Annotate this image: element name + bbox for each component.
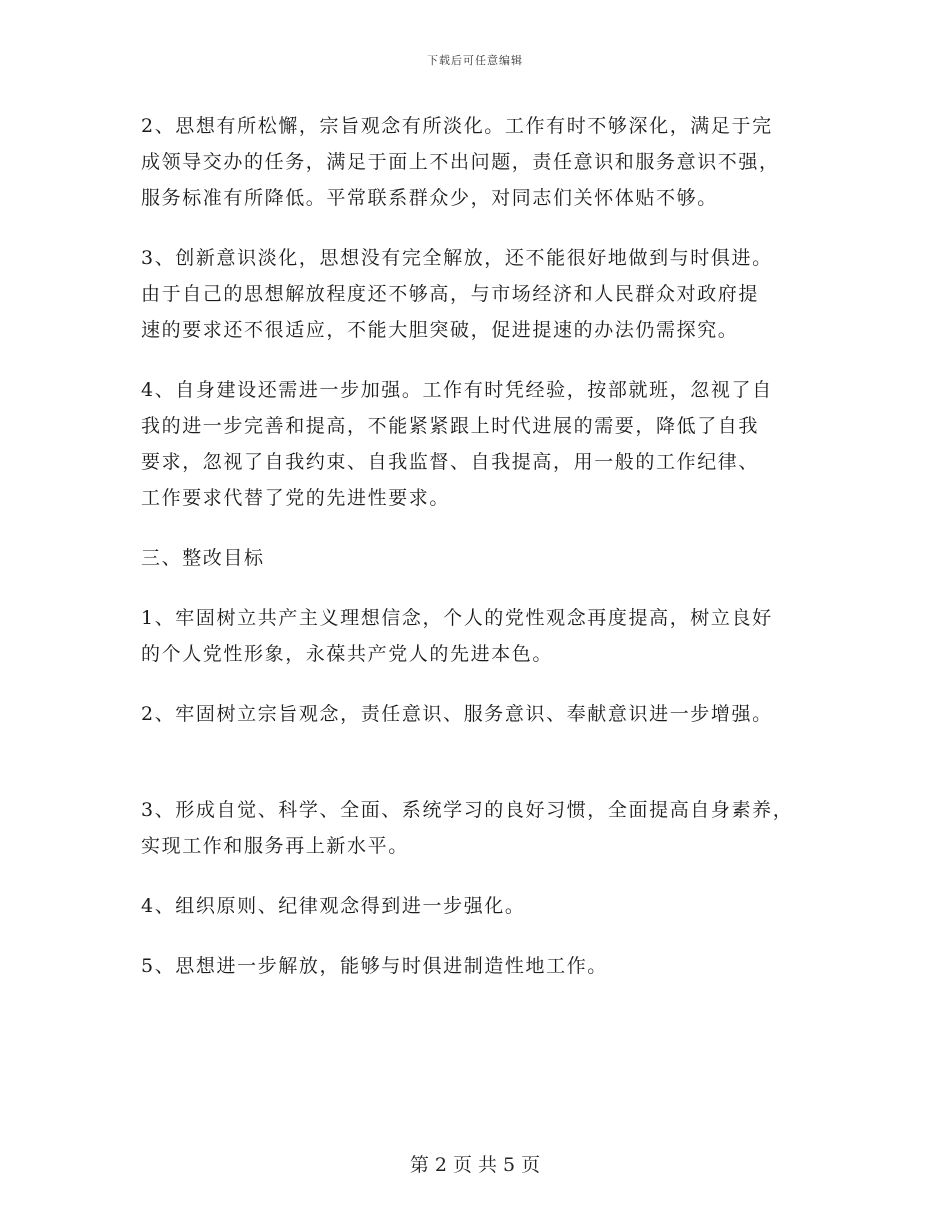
text-line: 1、牢固树立共产主义理想信念，个人的党性观念再度提高，树立良好 (141, 607, 773, 629)
goal-item-2 (141, 696, 821, 732)
page-header: 下载后可任意编辑 (427, 54, 523, 67)
goal-item-1 (141, 600, 821, 672)
text-line: 服务标准有所降低。平常联系群众少，对同志们关怀体贴不够。 (141, 187, 718, 209)
paragraph-item-3-innovation (141, 240, 821, 348)
section-heading-rectification-goals (141, 540, 821, 576)
paragraph-item-2-ideology (141, 108, 821, 216)
current-page-number: 2 (434, 1154, 447, 1176)
text-line: 3、创新意识淡化，思想没有完全解放，还不能很好地做到与时俱进。 (141, 247, 773, 269)
goal-item-4 (141, 888, 821, 924)
text-line: 4、组织原则、纪律观念得到进一步强化。 (141, 895, 526, 917)
text-line: 我的进一步完善和提高，不能紧紧跟上时代进展的需要，降低了自我 (141, 415, 760, 437)
text-line: 4、自身建设还需进一步加强。工作有时凭经验，按部就班，忽视了自 (141, 379, 773, 401)
footer-prefix: 第 (409, 1154, 429, 1176)
text-line: 由于自己的思想解放程度还不够高，与市场经济和人民群众对政府提 (141, 283, 760, 305)
document-body (141, 108, 821, 984)
text-line: 成领导交办的任务，满足于面上不出问题，责任意识和服务意识不强， (141, 151, 780, 173)
paragraph-item-4-self-building (141, 372, 821, 516)
footer-middle: 页 共 (452, 1154, 498, 1176)
text-line: 速的要求还不很适应，不能大胆突破，促进提速的办法仍需探究。 (141, 319, 739, 341)
text-line: 2、牢固树立宗旨观念，责任意识、服务意识、奉献意识进一步增强。 (141, 703, 773, 725)
page-number-footer (0, 1150, 950, 1177)
footer-suffix: 页 (521, 1154, 541, 1176)
text-line: 3、形成自觉、科学、全面、系统学习的良好习惯，全面提高自身素养， (141, 799, 794, 821)
text-line: 5、思想进一步解放，能够与时俱进制造性地工作。 (141, 955, 608, 977)
text-line: 实现工作和服务再上新水平。 (141, 835, 409, 857)
total-page-number: 5 (503, 1154, 516, 1176)
heading-text: 三、整改目标 (141, 547, 265, 569)
goal-item-5 (141, 948, 821, 984)
text-line: 2、思想有所松懈，宗旨观念有所淡化。工作有时不够深化，满足于完 (141, 115, 773, 137)
text-line: 要求，忽视了自我约束、自我监督、自我提高，用一般的工作纪律、 (141, 451, 760, 473)
text-line: 的个人党性形象，永葆共产党人的先进本色。 (141, 643, 554, 665)
goal-item-3 (141, 792, 821, 864)
text-line: 工作要求代替了党的先进性要求。 (141, 487, 451, 509)
